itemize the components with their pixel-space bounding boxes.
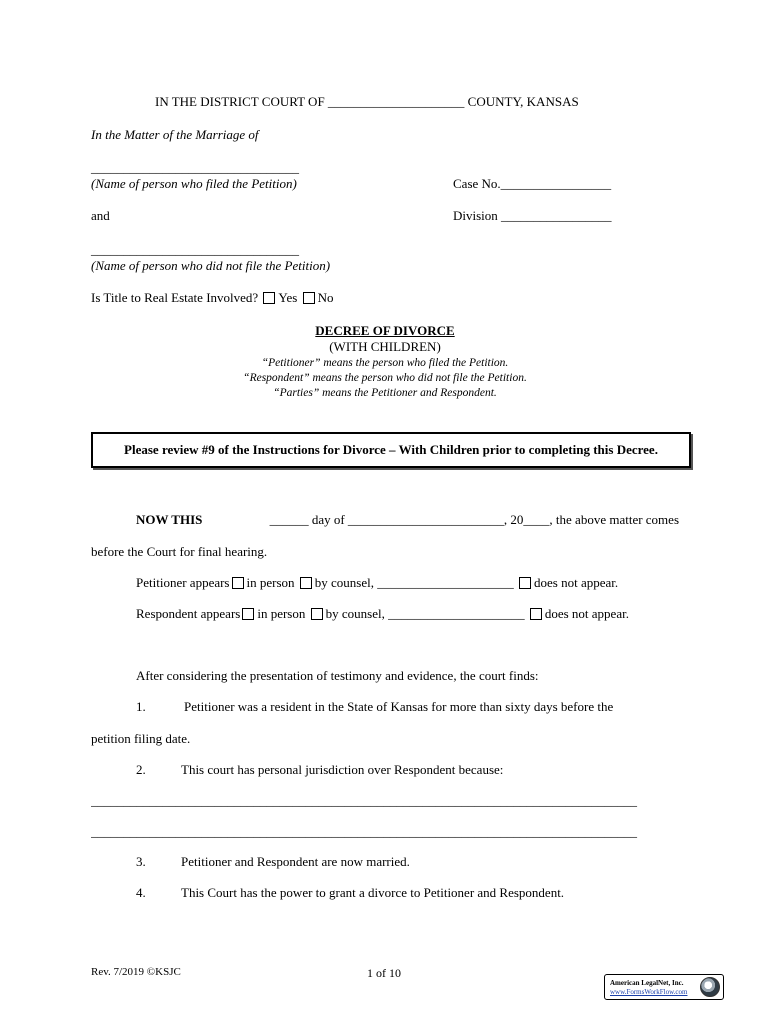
respondent-appears-label: Respondent appears: [136, 606, 241, 621]
respondent-name-line[interactable]: ________________________________: [91, 242, 299, 257]
real-estate-question: Is Title to Real Estate Involved?: [91, 290, 259, 305]
petitioner-by-counsel-checkbox[interactable]: [300, 577, 312, 589]
jurisdiction-blank-line-2[interactable]: ____________________________________________________________________________________: [91, 824, 637, 839]
finding-3-number: 3.: [136, 854, 146, 869]
petitioner-appearance-row: [136, 575, 618, 591]
finding-4-text: This Court has the power to grant a divorce to Petitioner and Respondent.: [181, 885, 565, 900]
yes-label: Yes: [278, 290, 298, 305]
now-this-label: NOW THIS: [136, 512, 203, 527]
instructions-notice-box: Please review #9 of the Instructions for Divorce – With Children prior to completing this Decree.: [91, 432, 691, 468]
does-not-appear-label: does not appear.: [544, 606, 629, 621]
hearing-line-continued: before the Court for final hearing.: [91, 544, 268, 559]
definition-petitioner: “Petitioner” means the person who filed the Petition.: [261, 357, 509, 369]
real-estate-no-checkbox[interactable]: [303, 292, 315, 304]
case-number-field[interactable]: Case No._________________: [453, 176, 612, 191]
in-person-label: in person: [246, 575, 295, 590]
definition-parties: “Parties” means the Petitioner and Respondent.: [273, 387, 497, 399]
revision-note: Rev. 7/2019 ©KSJC: [91, 966, 181, 978]
page-number: 1 of 10: [367, 966, 401, 980]
petitioner-appears-label: Petitioner appears: [136, 575, 230, 590]
finding-3-text: Petitioner and Respondent are now married.: [181, 854, 410, 869]
logo-company-name: American LegalNet, Inc.: [610, 979, 684, 987]
real-estate-yes-checkbox[interactable]: [263, 292, 275, 304]
petitioner-name-line[interactable]: ________________________________: [91, 160, 299, 175]
petitioner-label: (Name of person who filed the Petition): [91, 176, 297, 191]
respondent-appearance-row: [136, 606, 629, 622]
does-not-appear-label: does not appear.: [534, 575, 619, 590]
respondent-by-counsel-checkbox[interactable]: [311, 608, 323, 620]
finding-2-number: 2.: [136, 762, 146, 777]
legalnet-logo: [604, 974, 724, 1000]
definition-respondent: “Respondent” means the person who did not file the Petition.: [243, 372, 527, 384]
hearing-line: [136, 512, 679, 528]
matter-heading: In the Matter of the Marriage of: [91, 127, 259, 142]
respondent-label: (Name of person who did not file the Petition): [91, 258, 331, 273]
hearing-date-fields[interactable]: ______ day of ________________________, 20____, the above matter comes: [269, 512, 679, 527]
finding-2-text: This court has personal jurisdiction over Respondent because:: [181, 762, 504, 777]
decree-title: DECREE OF DIVORCE: [315, 323, 455, 338]
decree-subtitle: (WITH CHILDREN): [329, 339, 441, 354]
real-estate-question-row: [91, 290, 333, 306]
respondent-in-person-checkbox[interactable]: [242, 608, 254, 620]
findings-intro: After considering the presentation of testimony and evidence, the court finds:: [136, 668, 539, 683]
respondent-counsel-field[interactable]: by counsel, _____________________: [325, 606, 525, 621]
finding-1-continued: petition filing date.: [91, 731, 191, 746]
and-text: and: [91, 208, 110, 223]
division-field[interactable]: Division _________________: [453, 208, 612, 223]
jurisdiction-blank-line-1[interactable]: ____________________________________________________________________________________: [91, 793, 637, 808]
finding-1-number: 1.: [136, 699, 146, 714]
petitioner-in-person-checkbox[interactable]: [232, 577, 244, 589]
finding-1-text: Petitioner was a resident in the State of Kansas for more than sixty days before the: [184, 699, 614, 714]
in-person-label: in person: [257, 606, 306, 621]
court-caption: IN THE DISTRICT COURT OF _____________________ COUNTY, KANSAS: [155, 94, 579, 109]
no-label: No: [317, 290, 334, 305]
globe-icon: [700, 977, 720, 997]
petitioner-counsel-field[interactable]: by counsel, _____________________: [314, 575, 514, 590]
logo-website-link[interactable]: www.FormsWorkFlow.com: [610, 988, 688, 996]
finding-4-number: 4.: [136, 885, 146, 900]
petitioner-does-not-appear-checkbox[interactable]: [519, 577, 531, 589]
respondent-does-not-appear-checkbox[interactable]: [530, 608, 542, 620]
